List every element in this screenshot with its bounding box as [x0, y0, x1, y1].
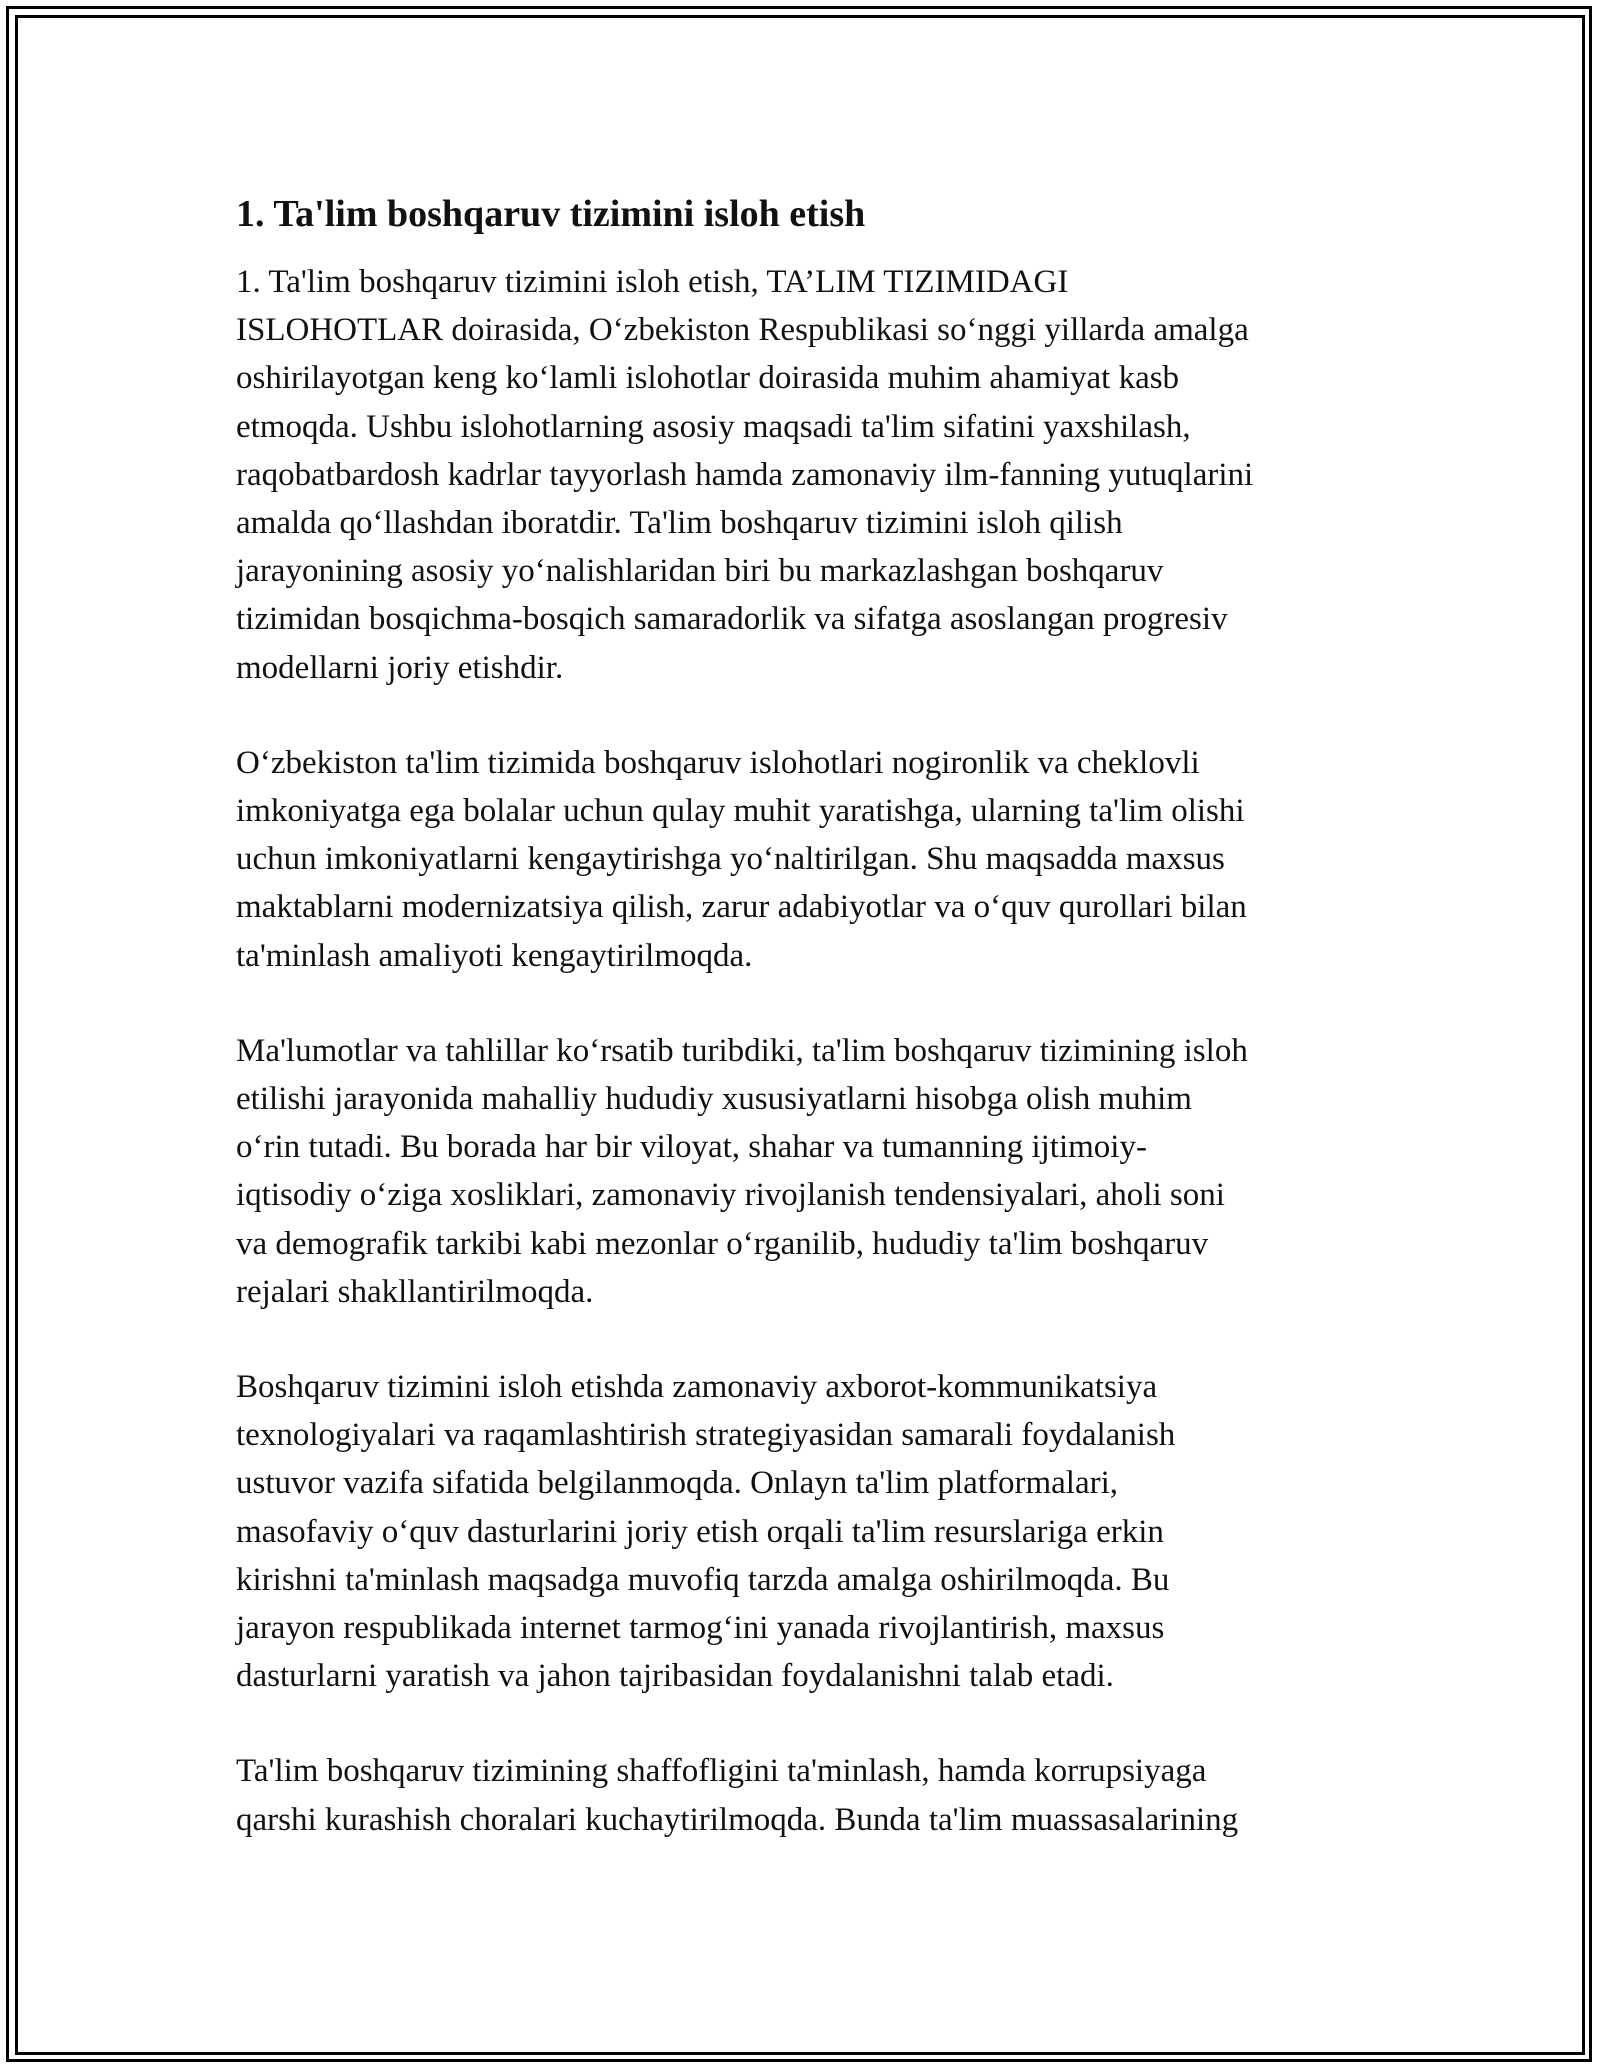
text-line: ustuvor vazifa sifatida belgilanmoqda. Onlayn ta'lim platformalari,: [236, 1465, 1119, 1502]
text-line: etilishi jarayonida mahalliy hududiy xususiyatlarni hisobga olish muhim: [236, 1081, 1192, 1118]
paragraph-1: [236, 258, 1406, 692]
text-line: ISLOHOTLAR doirasida, O‘zbekiston Respublikasi so‘nggi yillarda amalga: [236, 312, 1249, 349]
text-line: imkoniyatga ega bolalar uchun qulay muhit yaratishga, ularning ta'lim olishi: [236, 793, 1245, 830]
text-line: uchun imkoniyatlarni kengaytirishga yo‘naltirilgan. Shu maqsadda maxsus: [236, 841, 1225, 878]
paragraph-4: [236, 1363, 1406, 1700]
text-line: O‘zbekiston ta'lim tizimida boshqaruv islohotlari nogironlik va cheklovli: [236, 744, 1200, 781]
section-heading: 1. Ta'lim boshqaruv tizimini isloh etish: [236, 193, 866, 235]
paragraph-2: [236, 739, 1406, 980]
text-line: 1. Ta'lim boshqaruv tizimini isloh etish, TA’LIM TIZIMIDAGI: [236, 264, 1069, 300]
document-body: [236, 182, 1406, 1891]
text-line: jarayon respublikada internet tarmog‘ini yanada rivojlantirish, maxsus: [236, 1610, 1165, 1647]
text-line: va demografik tarkibi kabi mezonlar o‘rganilib, hududiy ta'lim boshqaruv: [236, 1225, 1209, 1262]
text-line: kirishni ta'minlash maqsadga muvofiq tarzda amalga oshirilmoqda. Bu: [236, 1561, 1170, 1598]
text-line: Ma'lumotlar va tahlillar ko‘rsatib turibdiki, ta'lim boshqaruv tizimining isloh: [236, 1032, 1248, 1069]
text-line: masofaviy o‘quv dasturlarini joriy etish orqali ta'lim resurslariga erkin: [236, 1513, 1164, 1550]
paragraph-5: [236, 1747, 1406, 1843]
text-line: qarshi kurashish choralari kuchaytirilmoqda. Bunda ta'lim muassasalarining: [236, 1801, 1239, 1838]
text-line: texnologiyalari va raqamlashtirish strategiyasidan samarali foydalanish: [236, 1417, 1176, 1454]
text-line: ta'minlash amaliyoti kengaytirilmoqda.: [236, 937, 753, 974]
text-line: rejalari shakllantirilmoqda.: [236, 1273, 594, 1310]
text-line: raqobatbardosh kadrlar tayyorlash hamda zamonaviy ilm-fanning yutuqlarini: [236, 456, 1254, 493]
text-line: modellarni joriy etishdir.: [236, 649, 564, 686]
text-line: etmoqda. Ushbu islohotlarning asosiy maqsadi ta'lim sifatini yaxshilash,: [236, 408, 1191, 445]
text-line: Ta'lim boshqaruv tizimining shaffofligini ta'minlash, hamda korrupsiyaga: [236, 1753, 1207, 1790]
paragraph-3: [236, 1027, 1406, 1316]
text-line: iqtisodiy o‘ziga xosliklari, zamonaviy rivojlanish tendensiyalari, aholi soni: [236, 1177, 1225, 1214]
text-line: maktablarni modernizatsiya qilish, zarur adabiyotlar va o‘quv qurollari bilan: [236, 889, 1247, 926]
text-line: amalda qo‘llashdan iboratdir. Ta'lim boshqaruv tizimini isloh qilish: [236, 505, 1123, 542]
text-line: Boshqaruv tizimini isloh etishda zamonaviy axborot-kommunikatsiya: [236, 1369, 1158, 1406]
text-line: tizimidan bosqichma-bosqich samaradorlik va sifatga asoslangan progresiv: [236, 601, 1228, 638]
text-line: o‘rin tutadi. Bu borada har bir viloyat, shahar va tumanning ijtimoiy-: [236, 1129, 1147, 1166]
text-line: oshirilayotgan keng ko‘lamli islohotlar doirasida muhim ahamiyat kasb: [236, 360, 1180, 397]
text-line: jarayonining asosiy yo‘nalishlaridan biri bu markazlashgan boshqaruv: [236, 553, 1164, 590]
text-line: dasturlarni yaratish va jahon tajribasidan foydalanishni talab etadi.: [236, 1658, 1114, 1695]
